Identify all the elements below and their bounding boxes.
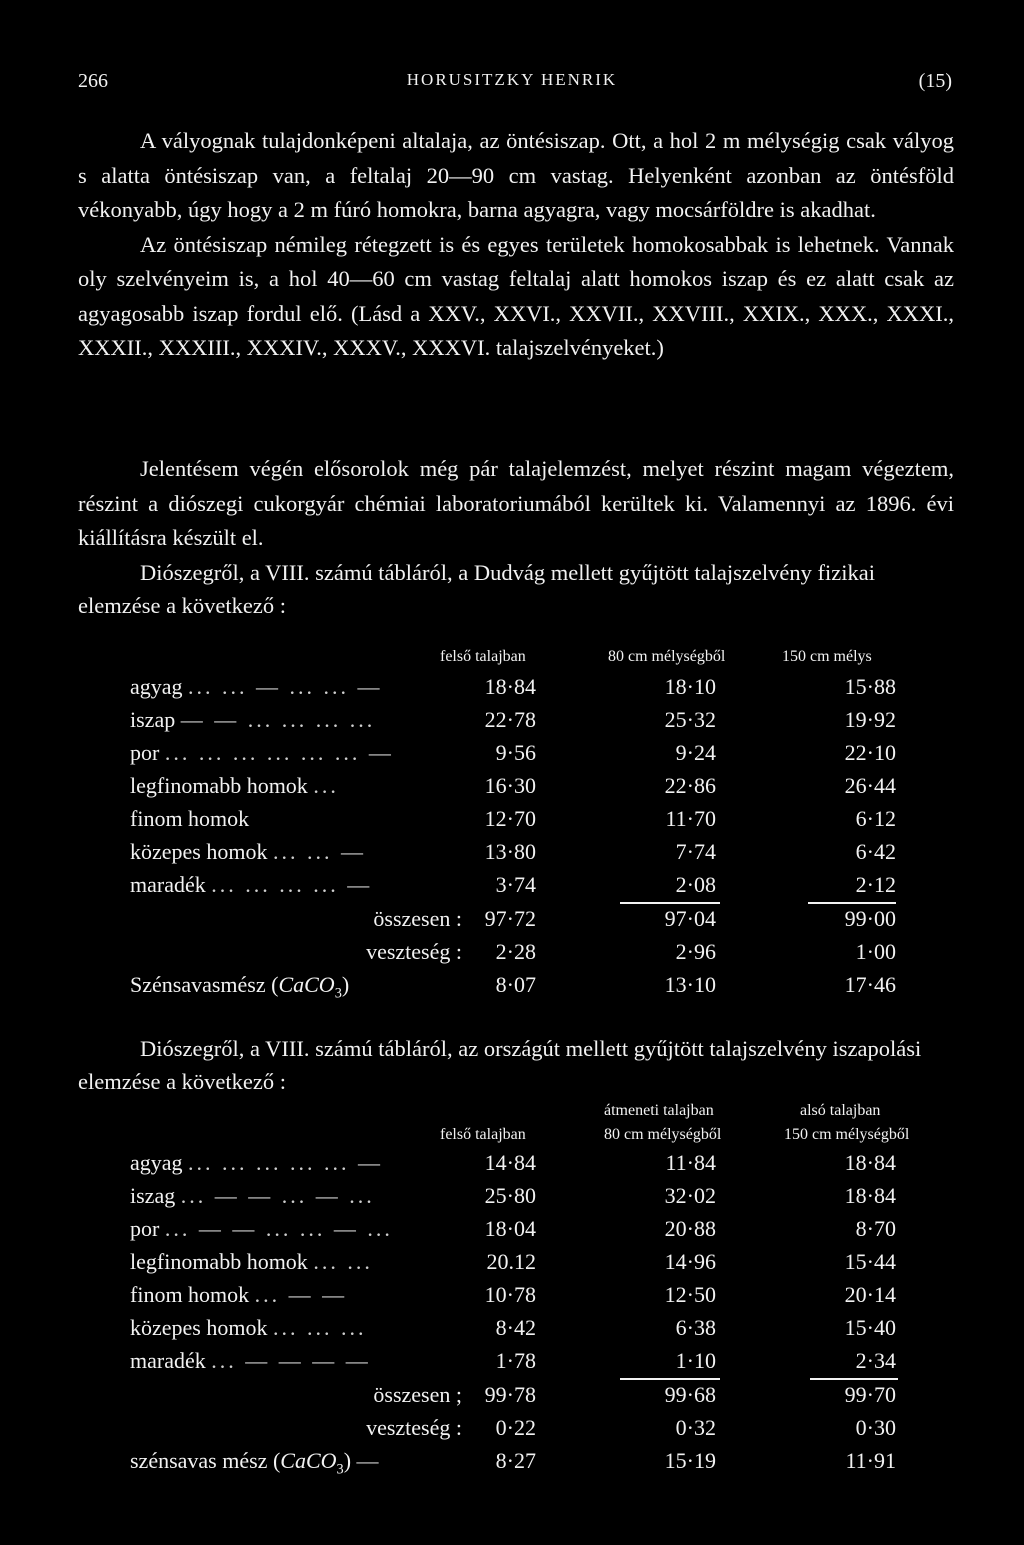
table-row — [0, 1150, 1024, 1182]
table-total-row — [0, 906, 1024, 938]
cell: 7·74 — [675, 839, 716, 864]
table-row — [0, 1183, 1024, 1215]
total-label: összesen ; — [373, 1382, 462, 1407]
cell: 2·28 — [495, 939, 536, 964]
paragraph: Jelentésem végén elősorolok még pár talajelemzést, melyet részint magam végeztem, részint a diószegi cukorgyár chémiai laboratoriumából kerültek ki. Valamennyi az 1896. évi kiállításra készült el. — [78, 456, 954, 550]
row-label: legfinomabb homok ... — [130, 773, 339, 798]
cell: 8·27 — [495, 1448, 536, 1473]
cell: 19·92 — [844, 707, 896, 732]
cell: 25·32 — [664, 707, 716, 732]
cell: 18·10 — [664, 674, 716, 699]
row-label: közepes homok ... ... ... — [130, 1315, 367, 1340]
cell: 97·04 — [664, 906, 716, 931]
table-carbonate-row — [0, 972, 1024, 1004]
cell: 12·70 — [484, 806, 536, 831]
row-label: por ... — — ... ... — ... — [130, 1216, 393, 1241]
sum-rule — [620, 1378, 720, 1380]
row-label: finom homok — [130, 806, 250, 831]
cell: 18·84 — [844, 1150, 896, 1175]
table-row — [0, 1216, 1024, 1248]
cell: 8·42 — [495, 1315, 536, 1340]
row-label: agyag ... ... ... ... ... — — [130, 1150, 384, 1175]
paragraph: Az öntésiszap némileg rétegzett is és egyes területek homokosabbak is lehetnek. Vannak oly szelvényeim is, a hol 40—60 cm vastag feltalaj alatt homokos iszap és ez alatt csak az agyagosabb iszap fordul elő. (Lásd a XXV., XXVI., XXVII., XXVIII., XXIX., XXX., XXXI., XXXII., XXXIII., XXXIV., XXXV., XXXVI. talajszelvényeket.) — [78, 231, 954, 360]
cell: 26·44 — [844, 773, 896, 798]
running-header-author: HORUSITZKY HENRIK — [406, 70, 618, 89]
table1-header-col1: felső talajban — [440, 648, 526, 665]
body-text-top — [78, 124, 954, 366]
cell: 25·80 — [484, 1183, 536, 1208]
row-label: maradék ... ... ... ... — — [130, 872, 373, 897]
row-label: iszag ... — — ... — ... — [130, 1183, 375, 1208]
sum-rule — [810, 1378, 898, 1380]
table-row — [0, 1282, 1024, 1314]
loss-label: veszteség : — [366, 1415, 462, 1440]
cell: 17·46 — [844, 972, 896, 997]
cell: 2·12 — [855, 872, 896, 897]
cell: 2·08 — [675, 872, 716, 897]
cell: 6·12 — [855, 806, 896, 831]
cell: 9·24 — [675, 740, 716, 765]
cell: 18·84 — [844, 1183, 896, 1208]
cell: 15·44 — [844, 1249, 896, 1274]
cell: 20·88 — [664, 1216, 716, 1241]
cell: 8·70 — [855, 1216, 896, 1241]
total-label: összesen : — [373, 906, 462, 931]
cell: 0·32 — [675, 1415, 716, 1440]
cell: 10·78 — [484, 1282, 536, 1307]
loss-label: veszteség : — [366, 939, 462, 964]
cell: 9·56 — [495, 740, 536, 765]
cell: 20·14 — [844, 1282, 896, 1307]
row-label: közepes homok ... ... — — [130, 839, 366, 864]
section-number: (15) — [918, 70, 952, 92]
cell: 13·80 — [484, 839, 536, 864]
cell: 6·38 — [675, 1315, 716, 1340]
cell: 22·78 — [484, 707, 536, 732]
table2-header-top-col3: alsó talajban — [800, 1102, 881, 1119]
paragraph: A vályognak tulajdonképeni altalaja, az öntésiszap. Ott, a hol 2 m mélységig csak vályog s alatta öntésiszap van, a feltalaj 20—90 cm vastag. Helyenként azonban az öntésföld vékonyabb, úgy hogy a 2 m fúró homokra, barna agyagra, vagy mocsárföldre is akadhat. — [78, 128, 954, 222]
cell: 12·50 — [664, 1282, 716, 1307]
cell: 13·10 — [664, 972, 716, 997]
body-text-middle — [78, 452, 954, 556]
row-label: por ... ... ... ... ... ... — — [130, 740, 394, 765]
table-row — [0, 674, 1024, 706]
table-row — [0, 872, 1024, 904]
table-loss-row — [0, 1415, 1024, 1447]
cell: 1·10 — [675, 1348, 716, 1373]
cell: 22·86 — [664, 773, 716, 798]
cell: 14·96 — [664, 1249, 716, 1274]
cell: 99·70 — [844, 1382, 896, 1407]
table-row — [0, 806, 1024, 838]
cell: 99·78 — [484, 1382, 536, 1407]
table2-header-top-col2: átmeneti talajban — [604, 1102, 714, 1119]
cell: 99·00 — [844, 906, 896, 931]
row-label: maradék ... — — — — — [130, 1348, 371, 1373]
table1-caption: Diószegről, a VIII. számú tábláról, a Dudvág mellett gyűjtött talajszelvény fizikai elemzése a következő : — [78, 560, 875, 618]
sum-rule — [620, 902, 720, 904]
table-row — [0, 740, 1024, 772]
cell: 15·88 — [844, 674, 896, 699]
row-label: finom homok ... — — — [130, 1282, 348, 1307]
carbonate-label: Szénsavasmész (CaCO$_3$) — [130, 972, 350, 1002]
cell: 0·22 — [495, 1415, 536, 1440]
table-row — [0, 773, 1024, 805]
table2-header-col2: 80 cm mélységből — [604, 1126, 722, 1143]
cell: 22·10 — [844, 740, 896, 765]
cell: 3·74 — [495, 872, 536, 897]
cell: 2·96 — [675, 939, 716, 964]
cell: 20.12 — [486, 1249, 536, 1274]
cell: 99·68 — [664, 1382, 716, 1407]
cell: 14·84 — [484, 1150, 536, 1175]
table2-caption: Diószegről, a VIII. számú tábláról, az országút mellett gyűjtött talajszelvény iszapolási elemzése a következő : — [78, 1036, 922, 1094]
cell: 15·40 — [844, 1315, 896, 1340]
cell: 11·91 — [845, 1448, 896, 1473]
table-row — [0, 1315, 1024, 1347]
cell: 18·04 — [484, 1216, 536, 1241]
cell: 16·30 — [484, 773, 536, 798]
table1-header-col2: 80 cm mélységből — [608, 648, 726, 665]
table-row — [0, 1249, 1024, 1281]
cell: 11·84 — [665, 1150, 716, 1175]
carbonate-label: szénsavas mész (CaCO$_3$) — — [130, 1448, 382, 1478]
cell: 1·00 — [855, 939, 896, 964]
cell: 2·34 — [855, 1348, 896, 1373]
row-label: legfinomabb homok ... ... — [130, 1249, 373, 1274]
cell: 0·30 — [855, 1415, 896, 1440]
sum-rule — [808, 902, 896, 904]
row-label: iszap — — ... ... ... ... — [130, 707, 376, 732]
cell: 15·19 — [664, 1448, 716, 1473]
table-row — [0, 1348, 1024, 1380]
cell: 11·70 — [665, 806, 716, 831]
table1-header-col3: 150 cm mélys — [782, 648, 872, 665]
cell: 1·78 — [495, 1348, 536, 1373]
cell: 32·02 — [664, 1183, 716, 1208]
page-number: 266 — [78, 70, 108, 92]
cell: 6·42 — [855, 839, 896, 864]
table2-header-col1: felső talajban — [440, 1126, 526, 1143]
cell: 8·07 — [495, 972, 536, 997]
table-row — [0, 839, 1024, 871]
cell: 18·84 — [484, 674, 536, 699]
table2-header-col3: 150 cm mélységből — [784, 1126, 910, 1143]
table-loss-row — [0, 939, 1024, 971]
table-total-row — [0, 1382, 1024, 1414]
table-row — [0, 707, 1024, 739]
table-carbonate-row — [0, 1448, 1024, 1480]
row-label: agyag ... ... — ... ... — — [130, 674, 383, 699]
cell: 97·72 — [484, 906, 536, 931]
